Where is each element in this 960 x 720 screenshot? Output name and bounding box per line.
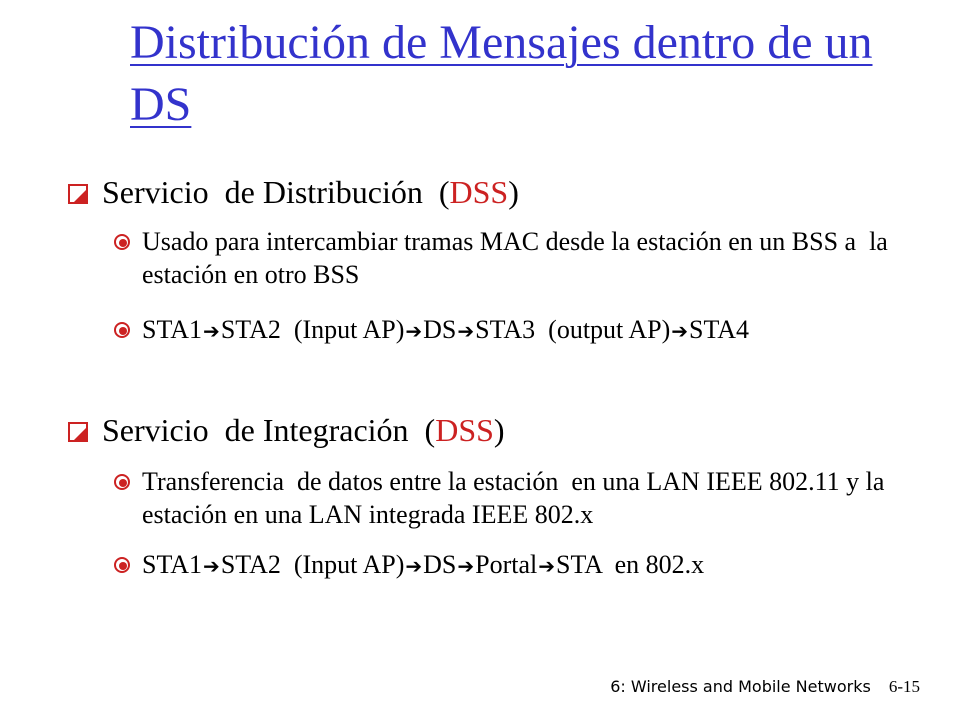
heading-prefix: Servicio de Integración ( bbox=[102, 412, 436, 448]
heading-suffix: ) bbox=[508, 174, 519, 210]
slide-title: Distribución de Mensajes dentro de un DS bbox=[130, 16, 873, 131]
heading-suffix: ) bbox=[493, 412, 505, 448]
square-bullet-icon bbox=[68, 184, 88, 204]
flow-part: STA en 802.x bbox=[556, 550, 705, 579]
circle-bullet-icon bbox=[114, 557, 130, 573]
flow-part: STA2 (Input AP) bbox=[220, 315, 405, 344]
slide-footer bbox=[610, 676, 920, 698]
list-item bbox=[114, 465, 914, 531]
circle-bullet-icon bbox=[114, 322, 130, 338]
flow-part: DS bbox=[423, 550, 457, 579]
page-number: 6-15 bbox=[888, 677, 920, 696]
heading-text bbox=[102, 410, 505, 450]
flow-text bbox=[142, 313, 749, 348]
flow-part: STA2 (Input AP) bbox=[220, 550, 405, 579]
heading-prefix: Servicio de Distribución ( bbox=[102, 174, 450, 210]
square-bullet-icon bbox=[68, 422, 88, 442]
list-item-text: Transferencia de datos entre la estación en una LAN IEEE 802.11 y la estación en una LAN integrada IEEE 802.x bbox=[142, 467, 891, 529]
heading-highlight: DSS bbox=[435, 412, 494, 448]
section-distribution-heading bbox=[68, 172, 519, 212]
circle-bullet-icon bbox=[114, 474, 130, 490]
arrow-right-icon: ➔ bbox=[405, 554, 423, 578]
flow-part: STA4 bbox=[689, 315, 750, 344]
flow-part: DS bbox=[423, 315, 457, 344]
list-item bbox=[114, 548, 914, 583]
flow-part: STA1 bbox=[142, 550, 203, 579]
list-item bbox=[114, 313, 914, 348]
list-item-text: Usado para intercambiar tramas MAC desde la estación en un BSS a la estación en otro BSS bbox=[142, 227, 895, 289]
circle-bullet-icon bbox=[114, 234, 130, 250]
footer-course: 6: Wireless and Mobile Networks bbox=[610, 677, 871, 696]
arrow-right-icon: ➔ bbox=[203, 319, 220, 343]
flow-text bbox=[142, 548, 704, 583]
arrow-right-icon: ➔ bbox=[457, 554, 475, 578]
list-item bbox=[114, 225, 914, 291]
heading-highlight: DSS bbox=[449, 174, 509, 210]
flow-part: Portal bbox=[475, 550, 538, 579]
heading-text bbox=[102, 172, 519, 212]
arrow-right-icon: ➔ bbox=[538, 554, 556, 578]
flow-part: STA3 (output AP) bbox=[475, 315, 671, 344]
arrow-right-icon: ➔ bbox=[457, 319, 475, 343]
arrow-right-icon: ➔ bbox=[671, 319, 689, 343]
arrow-right-icon: ➔ bbox=[405, 319, 423, 343]
arrow-right-icon: ➔ bbox=[203, 554, 220, 578]
flow-part: STA1 bbox=[142, 315, 203, 344]
section-integration-heading bbox=[68, 410, 505, 450]
